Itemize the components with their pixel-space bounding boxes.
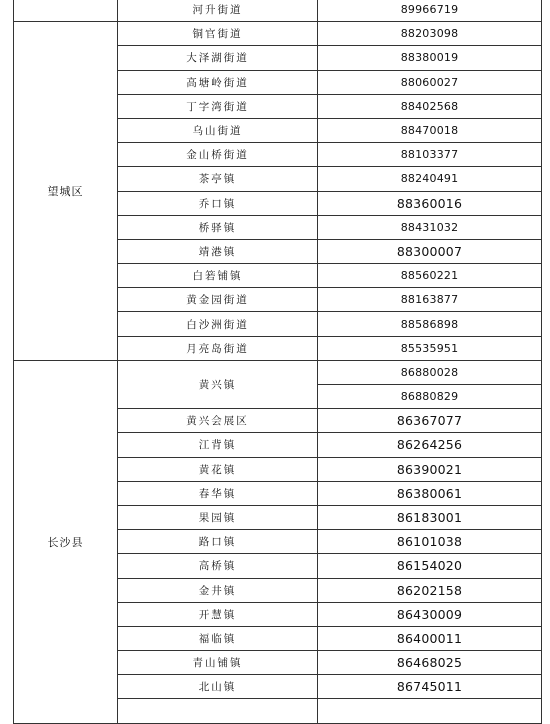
street-name-cell: 北山镇 — [118, 675, 318, 699]
street-name-cell: 果园镇 — [118, 505, 318, 529]
phone-cell: 86430009 — [318, 602, 542, 626]
phone-cell: 86202158 — [318, 578, 542, 602]
phone-cell: 86264256 — [318, 433, 542, 457]
phone-cell: 85535951 — [318, 336, 542, 360]
phone-cell: 88300007 — [318, 239, 542, 263]
phone-cell: 88203098 — [318, 22, 542, 46]
street-name-cell: 金井镇 — [118, 578, 318, 602]
street-name-cell: 福临镇 — [118, 626, 318, 650]
phone-cell: 88360016 — [318, 191, 542, 215]
street-name-cell: 青山铺镇 — [118, 651, 318, 675]
phone-cell: 86154020 — [318, 554, 542, 578]
district-cell: 长沙县 — [14, 360, 118, 723]
phone-cell: 88431032 — [318, 215, 542, 239]
street-name-cell: 大泽湖街道 — [118, 46, 318, 70]
phone-cell: 86101038 — [318, 530, 542, 554]
street-name-cell: 白箬铺镇 — [118, 264, 318, 288]
street-name-cell: 丁字湾街道 — [118, 94, 318, 118]
street-name-cell: 路口镇 — [118, 530, 318, 554]
street-name-cell — [118, 699, 318, 723]
table-row — [14, 0, 542, 22]
district-cell — [14, 0, 118, 22]
phone-cell: 86380061 — [318, 481, 542, 505]
street-name-cell: 桥驿镇 — [118, 215, 318, 239]
street-name-cell: 高塘岭街道 — [118, 70, 318, 94]
street-name-cell: 黄兴会展区 — [118, 409, 318, 433]
table-row — [14, 360, 542, 384]
contact-table — [13, 0, 542, 724]
street-name-cell: 金山桥街道 — [118, 143, 318, 167]
street-name-cell: 白沙洲街道 — [118, 312, 318, 336]
phone-cell: 86745011 — [318, 675, 542, 699]
phone-cell: 88470018 — [318, 118, 542, 142]
street-name-cell: 月亮岛街道 — [118, 336, 318, 360]
street-name-cell: 黄花镇 — [118, 457, 318, 481]
street-name-cell: 春华镇 — [118, 481, 318, 505]
phone-cell — [318, 699, 542, 723]
street-name-cell: 高桥镇 — [118, 554, 318, 578]
phone-cell: 88103377 — [318, 143, 542, 167]
street-name-cell: 铜官街道 — [118, 22, 318, 46]
phone-cell: 86367077 — [318, 409, 542, 433]
phone-cell: 88560221 — [318, 264, 542, 288]
phone-cell: 88380019 — [318, 46, 542, 70]
phone-cell: 86400011 — [318, 626, 542, 650]
street-name-cell: 江背镇 — [118, 433, 318, 457]
phone-cell: 86880829 — [318, 385, 542, 409]
street-name-cell: 靖港镇 — [118, 239, 318, 263]
phone-cell: 89966719 — [318, 0, 542, 22]
phone-cell: 86880028 — [318, 360, 542, 384]
street-name-cell: 乌山街道 — [118, 118, 318, 142]
phone-cell: 86390021 — [318, 457, 542, 481]
street-name-cell: 乔口镇 — [118, 191, 318, 215]
street-name-cell: 黄金园街道 — [118, 288, 318, 312]
street-name-cell: 开慧镇 — [118, 602, 318, 626]
phone-cell: 88586898 — [318, 312, 542, 336]
phone-cell: 88060027 — [318, 70, 542, 94]
street-name-cell: 茶亭镇 — [118, 167, 318, 191]
table-row — [14, 22, 542, 46]
phone-cell: 88240491 — [318, 167, 542, 191]
phone-cell: 88163877 — [318, 288, 542, 312]
district-cell: 望城区 — [14, 22, 118, 361]
phone-cell: 88402568 — [318, 94, 542, 118]
phone-cell: 86183001 — [318, 505, 542, 529]
street-name-cell: 黄兴镇 — [118, 360, 318, 408]
street-name-cell: 河升街道 — [118, 0, 318, 22]
phone-cell: 86468025 — [318, 651, 542, 675]
